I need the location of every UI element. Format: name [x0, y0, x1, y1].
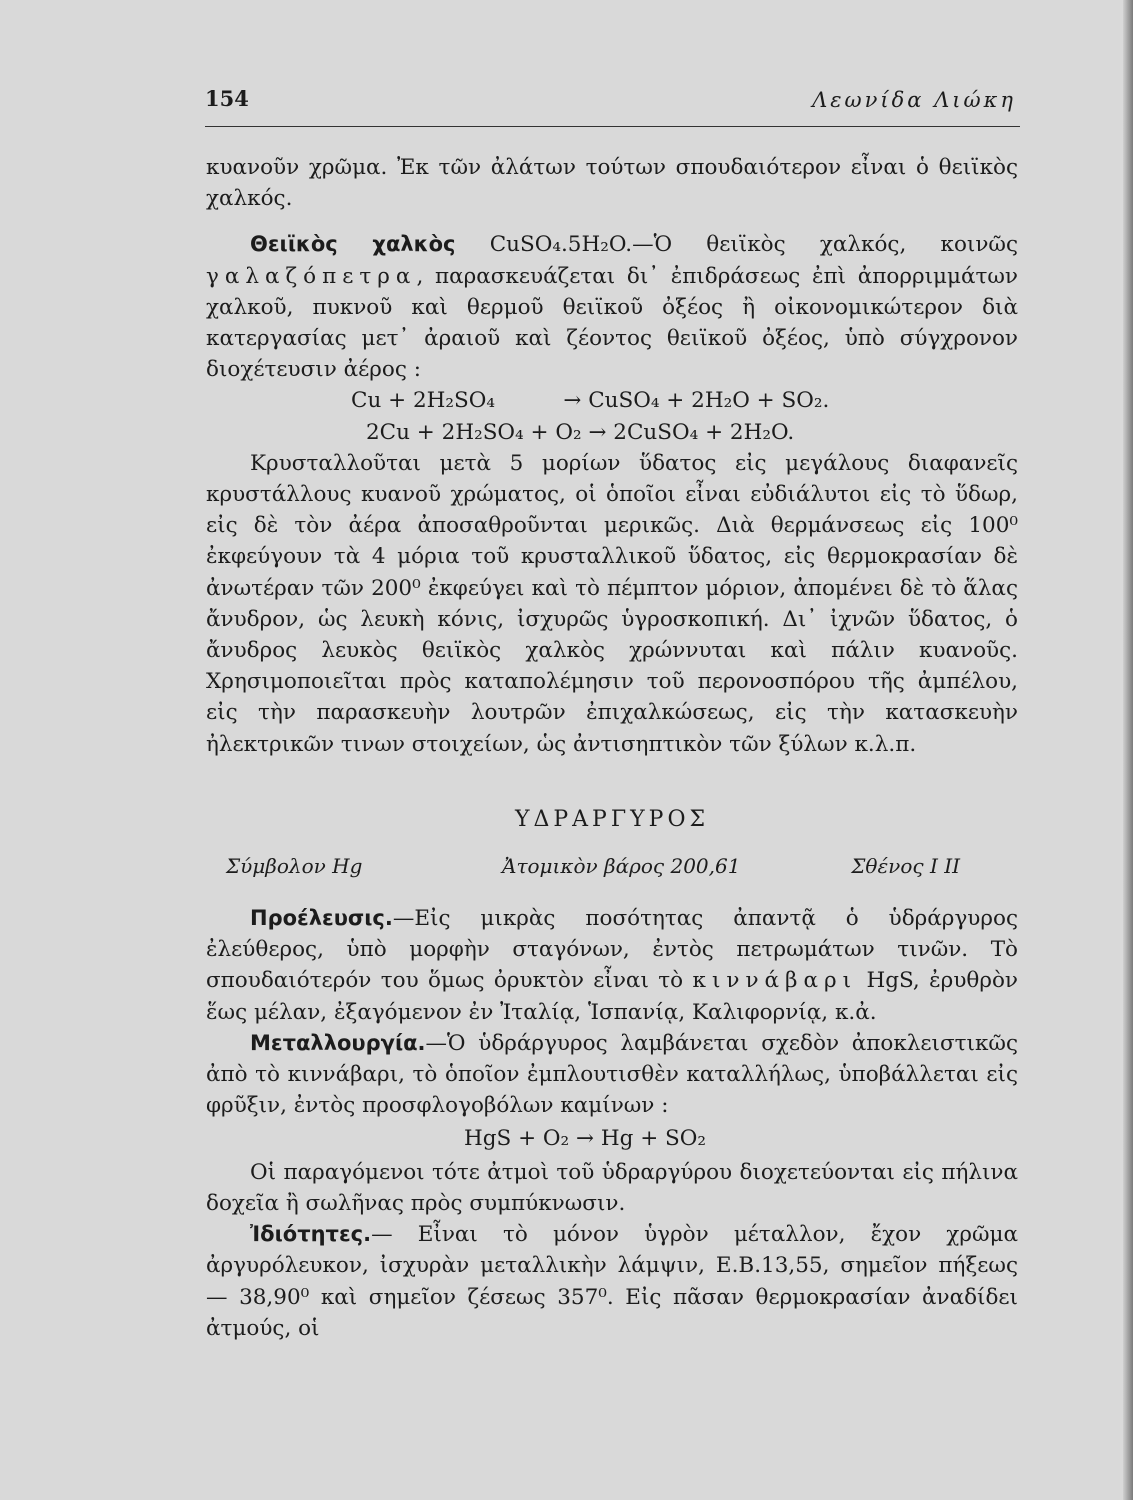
crystallization-paragraph: Κρυσταλλοῦται μετὰ 5 μορίων ὕδατος εἰς μεγάλους διαφανεῖς κρυστάλλους κυανοῦ χρώματος, οἱ ὁποῖοι εἶναι εὐδιάλυτοι εἰς τὸ ὕδωρ, εἰς δὲ τὸν ἀέρα ἀποσαθροῦνται μερικῶς. Διὰ θερμάνσεως εἰς 100⁰ ἐκφεύγουν τὰ 4 μόρια τοῦ κρυσταλλικοῦ ὕδατος, εἰς θερμοκρασίαν δὲ ἀνωτέραν τῶν 200⁰ ἐκφεύγει καὶ τὸ πέμπτον μόριον, ἀπομένει δὲ τὸ ἅλας ἄνυδρον, ὡς λευκὴ κόνις, ἰσχυρῶς ὑγροσκοπική. Δι᾿ ἰχνῶν ὕδατος, ὁ ἄνυδρος λευκὸς θειϊκὸς χαλκὸς χρώννυται καὶ πάλιν κυανοῦς. Χρησιμοποιεῖται πρὸς καταπολέμησιν τοῦ περονοσπόρου τῆς ἀμπέλου, εἰς τὴν παρασκευὴν λουτρῶν ἐπιχαλκώσεως, εἰς τὴν κατασκευὴν ἠλεκτρικῶν τινων στοιχείων, ὡς ἀντισηπτικὸν τῶν ξύλων κ.λ.π. [206, 450, 1018, 757]
running-head: Λεωνίδα Λιώκη [812, 88, 1016, 112]
copper-sulfate-formula: CuSO₄.5H₂O. [489, 232, 633, 258]
metallurgy-text: —Ὁ ὑδράργυρος λαμβάνεται σχεδὸν ἀποκλειστικῶς ἀπὸ τὸ κιννάβαρι, τὸ ὁποῖον ἐμπλουτισθὲν καταλλήλως, ὑποβάλλεται εἰς φρῦξιν, ἐντὸς προσφλογοβόλων καμίνων : [206, 1030, 1018, 1119]
copper-sulfate-heading: Θειϊκὸς χαλκὸς [250, 232, 456, 257]
equation-2: 2Cu + 2H₂SO₄ + O₂ → 2CuSO₄ + 2H₂O. [366, 419, 795, 445]
equation-3: HgS + O₂ → Hg + SO₂ [464, 1126, 707, 1152]
properties-paragraph [206, 1219, 1018, 1344]
spaced-word-kinnavari: κιννάβαρι [692, 968, 858, 994]
metallurgy-heading: Μεταλλουργία. [250, 1030, 426, 1055]
occurrence-text-b: HgS, ἐρυθρὸν ἕως μέλαν, ἐξαγόμενον ἐν Ἰταλίᾳ, Ἱσπανίᾳ, Καλιφορνίᾳ, κ.ἀ. [206, 968, 1018, 1025]
page-edge-shadow [1123, 0, 1133, 1500]
element-symbol: Σύμβολον Hg [226, 854, 363, 879]
spacer [206, 214, 1018, 229]
page-number: 154 [205, 86, 249, 111]
properties-heading: Ἰδιότητες. [250, 1222, 372, 1247]
occurrence-paragraph [206, 903, 1018, 1028]
metallurgy-paragraph [206, 1028, 1018, 1122]
occurrence-heading: Προέλευσις. [250, 906, 393, 931]
copper-sulfate-text-a: —Ὁ θειϊκὸς χαλκός, κοινῶς [632, 232, 1018, 258]
occurrence-text-a: —Εἰς μικρὰς ποσότητας ἀπαντᾷ ὁ ὑδράργυρος ἐλεύθερος, ὑπὸ μορφὴν σταγόνων, ἐντὸς πετρωμάτων τινῶν. Τὸ σπουδαιότερόν του ὅμως ὀρυκτὸν εἶναι τὸ [206, 906, 1018, 994]
section-title-mercury: ΥΔΡΑΡΓΥΡΟΣ [514, 806, 710, 832]
element-meta-row [206, 847, 1018, 881]
page-header [205, 84, 1020, 127]
valence: Σθένος I II [851, 854, 960, 879]
spaced-word-galazopetra: γαλαζόπετρα [206, 263, 417, 289]
atomic-weight: Ἀτομικὸν βάρος 200,61 [502, 854, 741, 879]
properties-text: — Εἶναι τὸ μόνον ὑγρὸν μέταλλον, ἔχον χρῶμα ἀργυρόλευκον, ἰσχυρὰν μεταλλικὴν λάμψιν, Ε.Β.13,55, σημεῖον πήξεως — 38,90⁰ καὶ σημεῖον ζέσεως 357⁰. Εἰς πᾶσαν θερμοκρασίαν ἀναδίδει ἀτμούς, οἱ [206, 1222, 1018, 1341]
copper-sulfate-text-b: , παρασκευάζεται δι᾿ ἐπιδράσεως ἐπὶ ἀπορριμμάτων χαλκοῦ, πυκνοῦ καὶ θερμοῦ θειϊκοῦ ὀξέος ἢ οἰκονομικώτερον διὰ κατεργασίας μετ᾿ ἀραιοῦ καὶ ζέοντος θειϊκοῦ ὀξέος, ὑπὸ σύγχρονον διοχέτευσιν ἀέρος : [206, 263, 1018, 383]
page-content [206, 152, 1018, 1344]
copper-sulfate-paragraph [206, 229, 1018, 385]
equation-1: Cu + 2H₂SO₄ → CuSO₄ + 2H₂O + SO₂. [351, 388, 830, 414]
vapor-paragraph: Οἱ παραγόμενοι τότε ἀτμοὶ τοῦ ὑδραργύρου διοχετεύονται εἰς πήλινα δοχεῖα ἢ σωλῆνας πρὸς συμπύκνωσιν. [206, 1159, 1018, 1216]
intro-paragraph: κυανοῦν χρῶμα. Ἐκ τῶν ἀλάτων τούτων σπουδαιότερον εἶναι ὁ θειϊκὸς χαλκός. [206, 155, 1018, 212]
